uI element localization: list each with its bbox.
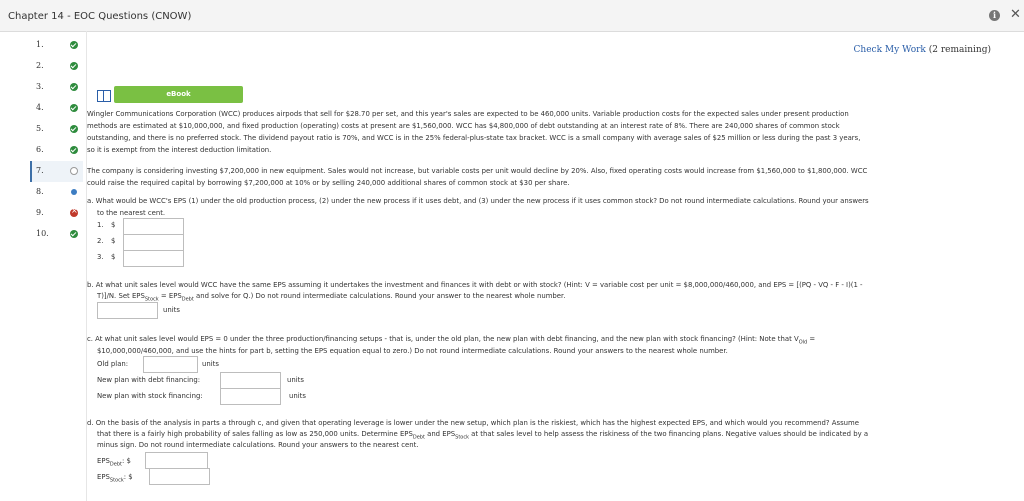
book-icon: [97, 90, 111, 102]
question-number: 3.: [36, 82, 44, 91]
question-nav-item-6[interactable]: [30, 140, 83, 161]
part-c-question: $10,000,000/460,000, and use the hints for part b, setting the EPS equation equal to zero.) Do not round intermediate calculations. Round your answers to the nearest whole number.: [97, 347, 728, 355]
question-nav-item-1[interactable]: [30, 35, 83, 56]
question-nav-item-7[interactable]: [30, 161, 83, 182]
part-a-question: to the nearest cent.: [97, 209, 166, 217]
part-d-question: d. On the basis of the analysis in parts a through c, and given that operating leverage is lower under the new setup, which plan is the riskiest, which has the highest expected EPS, and which would you recommend? Assume: [87, 419, 859, 427]
intro-line: so it is exempt from the interest deduction limitation.: [87, 146, 272, 154]
question-number: 7.: [36, 166, 44, 175]
question-nav-item-4[interactable]: [30, 98, 83, 119]
question-nav-item-5[interactable]: [30, 119, 83, 140]
intro-line: outstanding, and there is no preferred stock. The dividend payout ratio is 70%, and WCC is in the 25% federal-plus-state tax bracket. WCC is a small company with average sales of $25 million or less during the past 3 years,: [87, 134, 861, 142]
part-a-input-3[interactable]: [123, 250, 184, 267]
correct-status-icon: [70, 62, 78, 70]
part-a-row-label: 2.: [97, 237, 104, 245]
correct-status-icon: [70, 83, 78, 91]
units-label: units: [289, 392, 306, 400]
intro-line: could raise the required capital by borrowing $7,200,000 at 10% or by selling 240,000 additional shares of common stock at $30 per share.: [87, 179, 570, 187]
part-d-question: that there is a fairly high probability of sales falling as low as 250,000 units. Determine $EPS_{Debt}$ and $EPS_{Stock}$ at that sales level to help assess the riskiness of the two financing plans. Negative values should be indicated by a: [97, 430, 869, 441]
intro-line: The company is considering investing $7,200,000 in new equipment. Sales would not increase, but variable costs per unit would decline by 20%. Also, fixed operating costs would increase from $1,560,000 to $1,800,000. WCC: [87, 167, 868, 175]
correct-status-icon: [70, 125, 78, 133]
question-number: 2.: [36, 61, 44, 70]
check-my-work: [854, 45, 991, 55]
part-a-input-2[interactable]: [123, 234, 184, 251]
incorrect-status-icon: [70, 209, 78, 217]
debt-plan-input[interactable]: [220, 372, 281, 389]
correct-status-icon: [70, 104, 78, 112]
question-nav-item-8[interactable]: [30, 182, 83, 203]
part-a-row-label: 3.: [97, 253, 104, 261]
part-b-question: T)]/N. Set $EPS_{Stock} = EPS_{Debt}$ and solve for Q.) Do not round intermediate calculations. Round your answer to the nearest whole number.: [97, 292, 566, 303]
intro-line: Wingler Communications Corporation (WCC) produces airpods that sell for $28.70 per set, and this year's sales are expected to be 460,000 units. Variable production costs for the expected sales under present production: [87, 110, 849, 118]
ebook-button[interactable]: eBook: [114, 86, 243, 103]
part-b-question: b. At what unit sales level would WCC have the same EPS assuming it undertakes the investment and finances it with debt or with stock? (Hint: V = variable cost per unit = $8,000,000/460,000, and EPS = [(PQ - VQ - F - I)(1 -: [87, 281, 863, 289]
question-number: 6.: [36, 145, 44, 154]
currency-label: $: [111, 221, 116, 229]
unanswered-status-icon: [70, 167, 78, 175]
window-title: Chapter 14 - EOC Questions (CNOW): [8, 11, 192, 22]
part-c-row-label: New plan with debt financing:: [97, 376, 201, 384]
part-c-row-label: Old plan:: [97, 360, 129, 368]
question-content: [86, 31, 1021, 501]
question-number: 5.: [36, 124, 44, 133]
currency-label: $: [111, 253, 116, 261]
question-number: 8.: [36, 187, 44, 196]
units-label: units: [287, 376, 304, 384]
correct-status-icon: [70, 230, 78, 238]
eps-debt-input[interactable]: [145, 452, 208, 469]
question-nav: [30, 35, 82, 245]
question-nav-item-9[interactable]: [30, 203, 83, 224]
attempts-remaining: (2 remaining): [925, 45, 991, 55]
eps-debt-label: $EPS_{Debt}$: $: [97, 457, 131, 468]
intro-line: methods are estimated at $10,000,000, and fixed production (operating) costs at present are $1,560,000. WCC has $4,800,000 of debt outstanding at an interest rate of 8%. There are 240,000 shares of common stock: [87, 122, 840, 130]
correct-status-icon: [70, 146, 78, 154]
part-c-question: c. At what unit sales level would EPS = 0 under the three production/financing setups - that is, under the old plan, the new plan with debt financing, and the new plan with stock financing? (Hint: Note that $V_{Old}$ =: [87, 335, 816, 346]
part-d-question: minus sign. Do not round intermediate calculations. Round your answers to the nearest cent.: [97, 441, 419, 449]
eps-stock-label: $EPS_{Stock}$: $: [97, 473, 133, 484]
part-a-input-1[interactable]: [123, 218, 184, 235]
question-number: 10.: [36, 229, 49, 238]
part-c-row-label: New plan with stock financing:: [97, 392, 203, 400]
part-b-input[interactable]: [97, 302, 158, 319]
question-number: 4.: [36, 103, 44, 112]
info-icon[interactable]: i: [989, 10, 1000, 21]
question-number: 9.: [36, 208, 44, 217]
correct-status-icon: [70, 41, 78, 49]
old-plan-input[interactable]: [143, 356, 198, 373]
part-a-row-label: 1.: [97, 221, 104, 229]
units-label: units: [202, 360, 219, 368]
window-header: [0, 0, 1024, 32]
part-a-question: a. What would be WCC's EPS (1) under the old production process, (2) under the new process if it uses debt, and (3) under the new process if it uses common stock? Do not round intermediate calculations. Round your answers: [87, 197, 869, 205]
question-nav-item-10[interactable]: [30, 224, 83, 245]
eps-stock-input[interactable]: [149, 468, 210, 485]
close-icon[interactable]: ✕: [1010, 7, 1021, 22]
stock-plan-input[interactable]: [220, 388, 281, 405]
question-number: 1.: [36, 40, 44, 49]
check-my-work-link[interactable]: Check My Work: [853, 45, 926, 55]
current-status-icon: [71, 189, 77, 195]
units-label: units: [163, 306, 180, 314]
question-nav-item-3[interactable]: [30, 77, 83, 98]
question-nav-item-2[interactable]: [30, 56, 83, 77]
currency-label: $: [111, 237, 116, 245]
